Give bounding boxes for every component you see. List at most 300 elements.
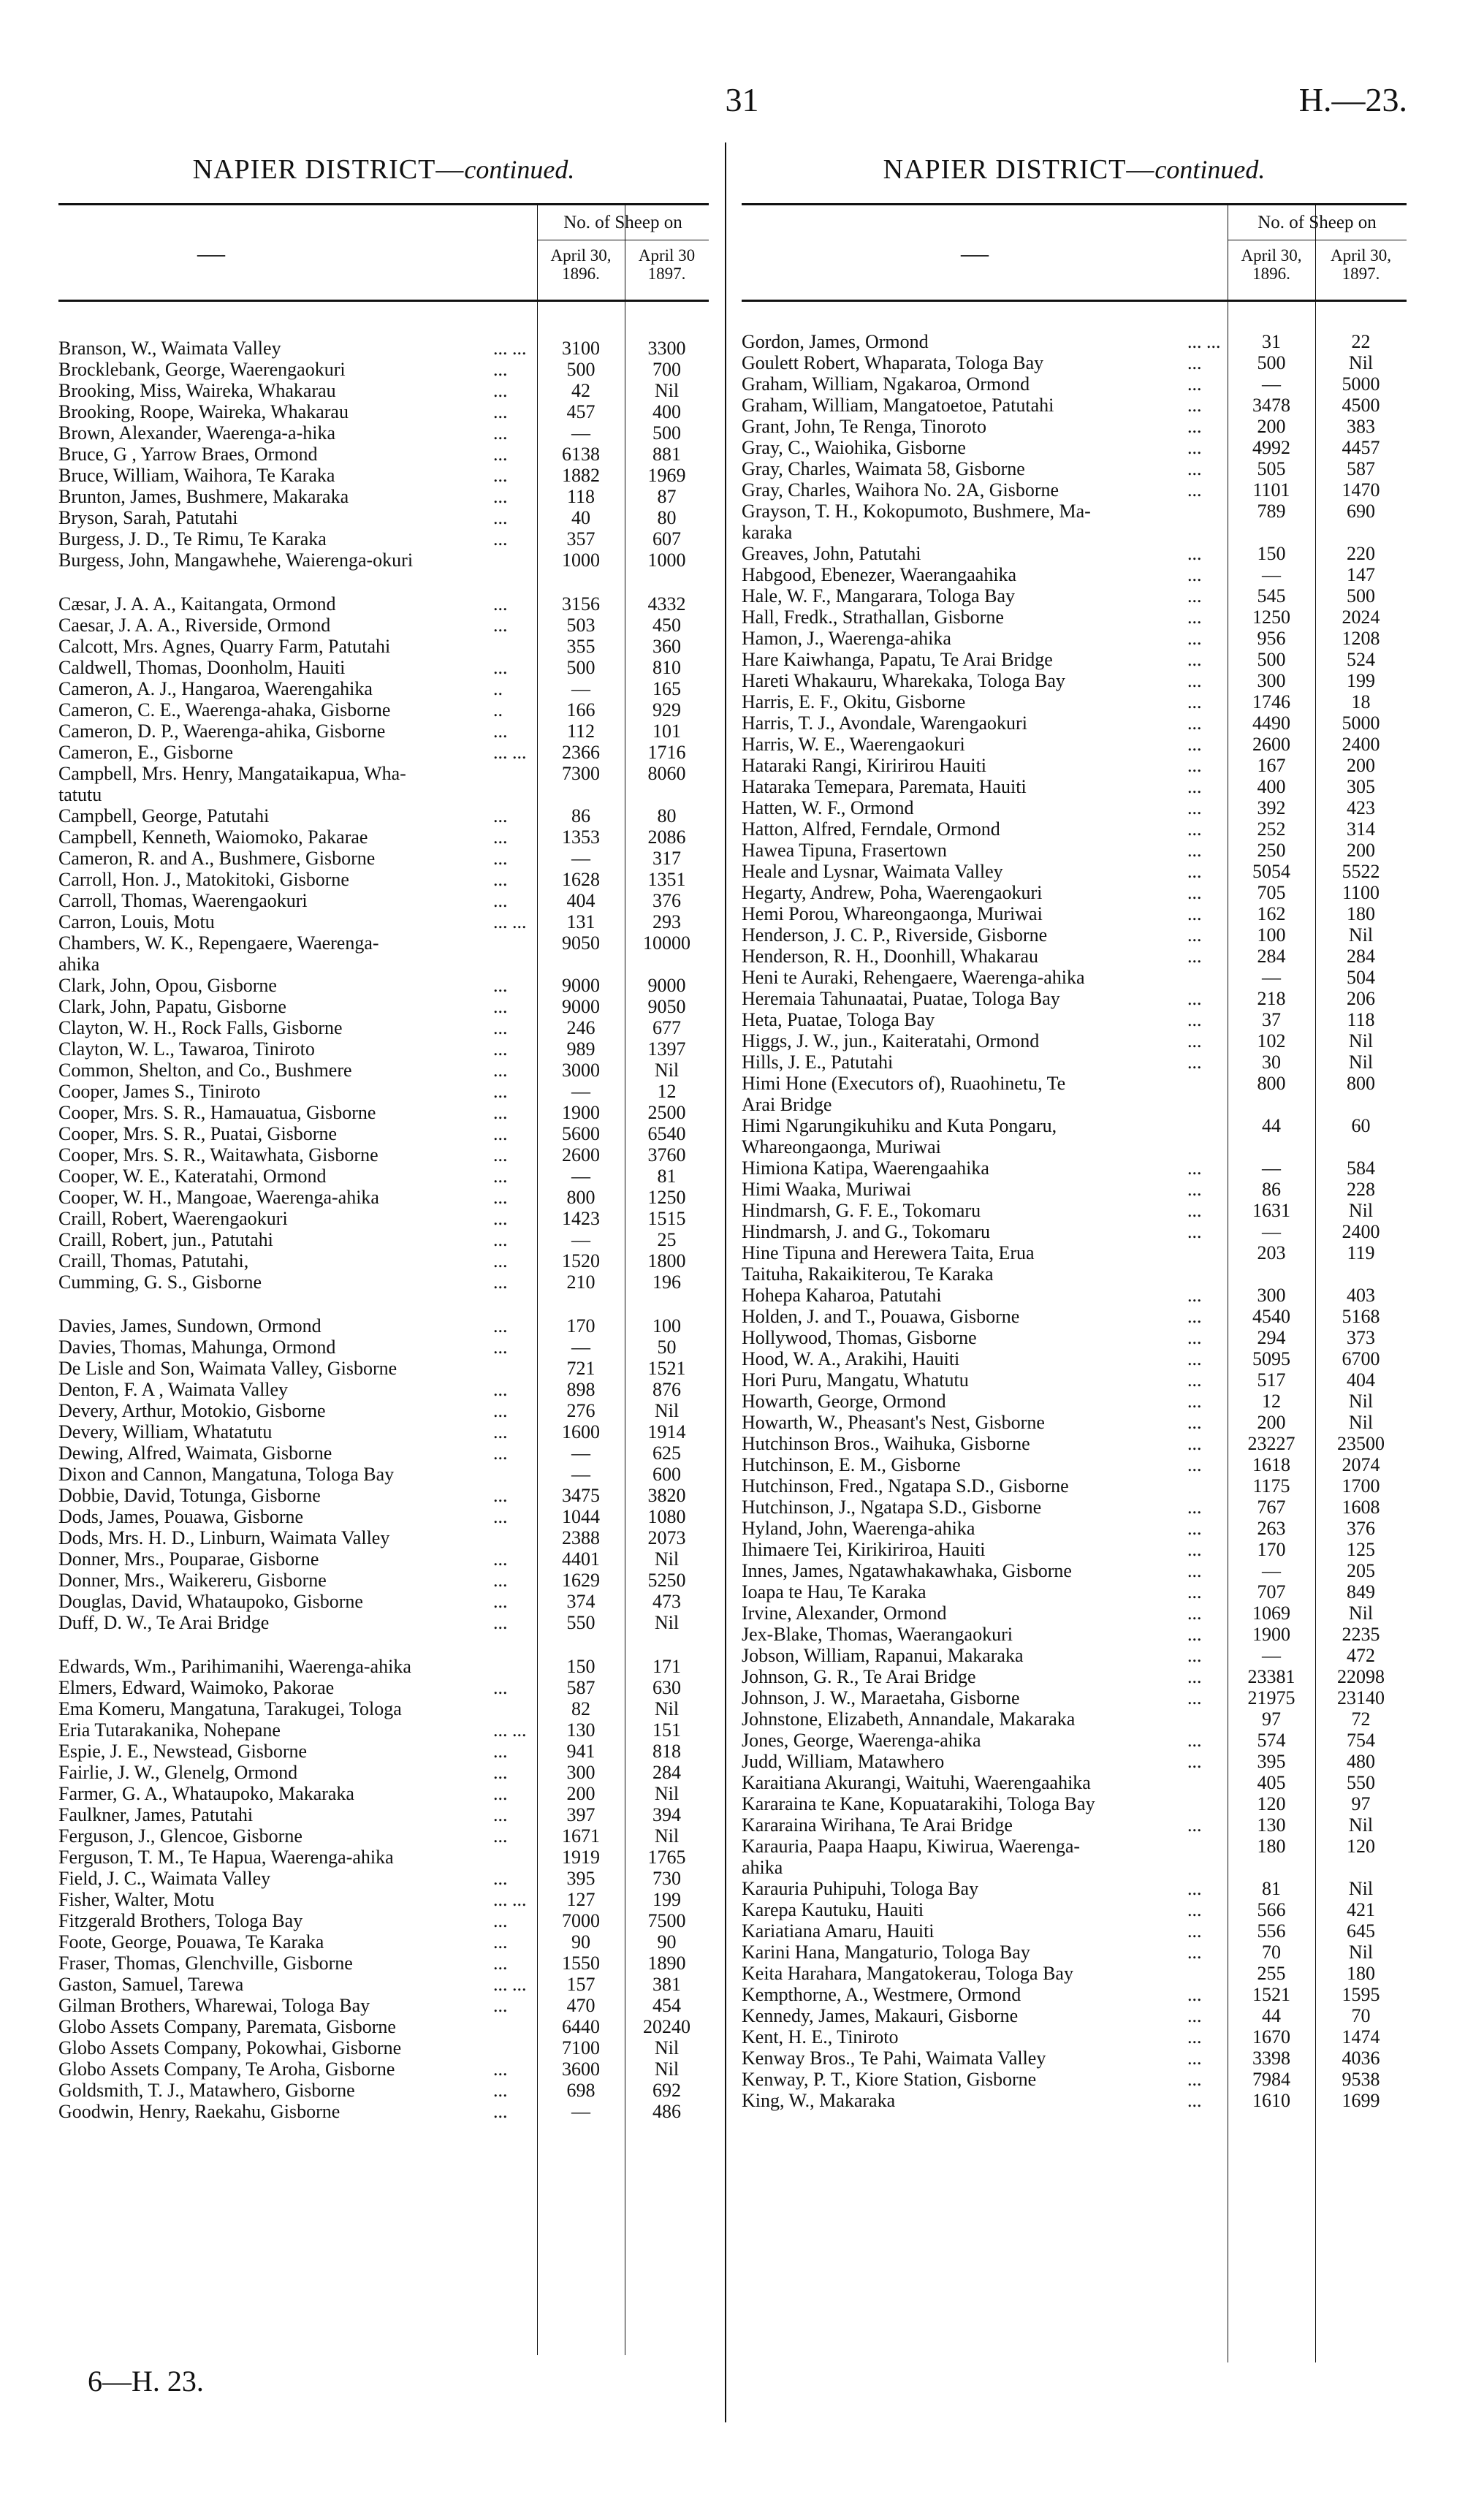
sheep-1897: 1080: [647, 1506, 686, 1527]
sheep-1897: Nil: [654, 1825, 680, 1847]
sheep-1897: Nil: [1348, 924, 1374, 946]
table-row: [742, 1221, 1407, 1242]
leader-dots: ...: [493, 444, 508, 465]
table-row: [58, 1527, 709, 1548]
sheep-1897: 171: [652, 1656, 681, 1677]
sheep-1897: 360: [652, 636, 681, 657]
table-row: [58, 1081, 709, 1102]
sheep-1896: 355: [566, 636, 595, 657]
sheep-1897: 373: [1347, 1327, 1375, 1348]
table-row: [58, 1868, 709, 1889]
leader-dots: ...: [1187, 1814, 1202, 1836]
table-row: [58, 954, 709, 975]
table-row: [58, 1442, 709, 1464]
owner-name: Karepa Kautuku, Hauiti: [742, 1899, 924, 1920]
sheep-1897: 818: [652, 1741, 681, 1762]
sheep-1896: —: [571, 848, 590, 869]
sheep-1897: 1914: [647, 1421, 686, 1442]
owner-name: Davies, James, Sundown, Ormond: [58, 1315, 321, 1337]
sheep-1896: 5054: [1252, 861, 1290, 882]
sheep-1897: 1470: [1342, 479, 1380, 501]
sheep-1897: Nil: [1348, 1200, 1374, 1221]
sheep-1897: Nil: [654, 2058, 680, 2080]
table-row: [58, 699, 709, 721]
table-row: [58, 1591, 709, 1612]
leader-dots: ...: [1187, 776, 1202, 797]
sheep-1896: 1882: [562, 465, 600, 486]
leader-dots: ...: [1187, 1030, 1202, 1052]
table-row: [742, 1708, 1407, 1730]
sheep-1896: 1900: [1252, 1624, 1290, 1645]
table-row: [58, 422, 709, 444]
sheep-1896: 3156: [562, 593, 600, 615]
owner-name: Davies, Thomas, Mahunga, Ormond: [58, 1337, 336, 1358]
leader-dots: ...: [493, 975, 508, 996]
sheep-1897: 6540: [647, 1123, 686, 1144]
leader-dots: ...: [493, 1868, 508, 1889]
sheep-1896: 246: [566, 1017, 595, 1038]
sheep-1896: 150: [1257, 543, 1286, 564]
leader-dots: ...: [1187, 797, 1202, 818]
left-heading-italic: continued.: [464, 155, 575, 184]
leader-dots: ...: [1187, 1666, 1202, 1687]
sheep-1896: 395: [566, 1868, 595, 1889]
owner-name: Hataraka Temepara, Paremata, Hauiti: [742, 776, 1027, 797]
sheep-1897: 101: [652, 721, 681, 742]
sheep-1896: —: [1262, 1221, 1281, 1242]
leader-dots: ...: [1187, 543, 1202, 564]
sheep-1896: 500: [566, 657, 595, 678]
table-row: [58, 890, 709, 911]
table-row: [742, 416, 1407, 437]
table-row: [58, 1060, 709, 1081]
leader-dots: ...: [1187, 1645, 1202, 1666]
leader-dots: ...: [1187, 1412, 1202, 1433]
sheep-1897: 317: [652, 848, 681, 869]
sheep-1897: 147: [1347, 564, 1375, 585]
sheep-1896: 250: [1257, 840, 1286, 861]
table-row: [742, 818, 1407, 840]
table-row: [58, 1762, 709, 1783]
owner-name: Heremaia Tahunaatai, Puatae, Tologa Bay: [742, 988, 1060, 1009]
table-row: [58, 975, 709, 996]
table-row: [742, 2090, 1407, 2111]
table-row: [742, 2069, 1407, 2090]
sheep-1897: 90: [657, 1931, 677, 1953]
table-row: [58, 1548, 709, 1570]
sheep-1897: 423: [1347, 797, 1375, 818]
table-row: [58, 1464, 709, 1485]
table-row: [58, 2101, 709, 2122]
sheep-1897: 2024: [1342, 607, 1380, 628]
sheep-1897: 23500: [1337, 1433, 1385, 1454]
table-row: [58, 1995, 709, 2016]
sheep-1897: 80: [657, 805, 677, 826]
table-row: [742, 1136, 1407, 1157]
owner-name: Gray, Charles, Waihora No. 2A, Gisborne: [742, 479, 1059, 501]
sheep-1897: 690: [1347, 501, 1375, 522]
sheep-1897: 754: [1347, 1730, 1375, 1751]
owner-name: Bryson, Sarah, Patutahi: [58, 507, 238, 528]
sheep-1896: 4992: [1252, 437, 1290, 458]
table-row: [742, 1772, 1407, 1793]
sheep-1897: 876: [652, 1379, 681, 1400]
sheep-1897: 810: [652, 657, 681, 678]
sheep-1897: Nil: [1348, 1814, 1374, 1836]
leader-dots: ...: [1187, 2005, 1202, 2026]
sheep-1896: —: [571, 1081, 590, 1102]
leader-dots: ...: [493, 1442, 508, 1464]
owner-name: Johnson, G. R., Te Arai Bridge: [742, 1666, 976, 1687]
owner-name: Karini Hana, Mangaturio, Tologa Bay: [742, 1942, 1030, 1963]
sheep-1896: 1101: [1252, 479, 1290, 501]
owner-name: Cumming, G. S., Gisborne: [58, 1271, 262, 1293]
owner-name: Ihimaere Tei, Kirikiriroa, Hauiti: [742, 1539, 986, 1560]
owner-name: Clayton, W. H., Rock Falls, Gisborne: [58, 1017, 343, 1038]
sheep-1896: 31: [1262, 331, 1281, 352]
sheep-1896: 2366: [562, 742, 600, 763]
owner-name: Himi Waaka, Muriwai: [742, 1179, 912, 1200]
sheep-1896: 404: [566, 890, 595, 911]
owner-name: Gray, Charles, Waimata 58, Gisborne: [742, 458, 1025, 479]
owner-name: Karauria, Paapa Haapu, Kiwirua, Waerenga-: [742, 1836, 1081, 1857]
sheep-1896: 9000: [562, 975, 600, 996]
sheep-1896: —: [571, 1337, 590, 1358]
table-row: [58, 338, 709, 359]
sheep-1896: 357: [566, 528, 595, 550]
sheep-1897: 60: [1351, 1115, 1371, 1136]
owner-name: Hale, W. F., Mangarara, Tologa Bay: [742, 585, 1015, 607]
table-row: [742, 797, 1407, 818]
owner-name: Brooking, Miss, Waireka, Whakarau: [58, 380, 336, 401]
owner-name: Common, Shelton, and Co., Bushmere: [58, 1060, 352, 1081]
owner-name: Goulett Robert, Whaparata, Tologa Bay: [742, 352, 1044, 373]
sheep-1897: 97: [1351, 1793, 1371, 1814]
owner-name: Hutchinson Bros., Waihuka, Gisborne: [742, 1433, 1030, 1454]
table-row: [742, 564, 1407, 585]
sheep-1896: 294: [1257, 1327, 1286, 1348]
leader-dots: ...: [493, 1187, 508, 1208]
leader-dots: ...: [1187, 1157, 1202, 1179]
table-row: [58, 1953, 709, 1974]
sheep-1897: 2400: [1342, 1221, 1380, 1242]
leader-dots: ...: [1187, 1327, 1202, 1348]
owner-name: Howarth, W., Pheasant's Nest, Gisborne: [742, 1412, 1045, 1433]
owner-name: Bruce, William, Waihora, Te Karaka: [58, 465, 335, 486]
leader-dots: ...: [1187, 1221, 1202, 1242]
sheep-1897: 151: [652, 1719, 681, 1741]
sheep-1897: 100: [652, 1315, 681, 1337]
leader-dots: ...: [493, 486, 508, 507]
sheep-1897: 421: [1347, 1899, 1375, 1920]
leader-dots: ...: [1187, 416, 1202, 437]
sheep-1897: 730: [652, 1868, 681, 1889]
owner-name: Faulkner, James, Patutahi: [58, 1804, 254, 1825]
sheep-1896: 44: [1262, 1115, 1281, 1136]
leader-dots: ...: [493, 380, 508, 401]
leader-dots: ...: [493, 422, 508, 444]
table-row: [58, 1271, 709, 1293]
sheep-1896: 500: [1257, 649, 1286, 670]
table-row: [58, 1485, 709, 1506]
leader-dots: ...: [493, 1570, 508, 1591]
owner-name: Hall, Fredk., Strathallan, Gisborne: [742, 607, 1004, 628]
leader-dots: ... ...: [493, 1974, 527, 1995]
leader-dots: ...: [493, 615, 508, 636]
sheep-1897: 692: [652, 2080, 681, 2101]
table-row: [742, 395, 1407, 416]
sheep-1896: —: [571, 422, 590, 444]
sheep-1896: 166: [566, 699, 595, 721]
sheep-1897: 1608: [1342, 1497, 1380, 1518]
sheep-1897: 700: [652, 359, 681, 380]
sheep-1896: 37: [1262, 1009, 1281, 1030]
left-header-col1: April 30, 1896.: [550, 246, 612, 283]
owner-name: Cooper, Mrs. S. R., Puatai, Gisborne: [58, 1123, 337, 1144]
sheep-1897: 1890: [647, 1953, 686, 1974]
table-row: [742, 437, 1407, 458]
sheep-1896: 721: [566, 1358, 595, 1379]
sheep-1897: 305: [1347, 776, 1375, 797]
table-row: [742, 1157, 1407, 1179]
owner-name: Arai Bridge: [742, 1094, 832, 1115]
sheep-1896: 6440: [562, 2016, 600, 2037]
leader-dots: ...: [493, 1166, 508, 1187]
left-table-header: [58, 203, 709, 302]
sheep-1897: 9538: [1342, 2069, 1380, 2090]
sheep-1896: 517: [1257, 1369, 1286, 1391]
sheep-1897: 4457: [1342, 437, 1380, 458]
sheep-1896: 4490: [1252, 712, 1290, 734]
leader-dots: ...: [493, 1144, 508, 1166]
owner-name: Field, J. C., Waimata Valley: [58, 1868, 271, 1889]
sheep-1897: 1699: [1342, 2090, 1380, 2111]
right-header-col2: April 30, 1897.: [1330, 246, 1392, 283]
sheep-1897: 18: [1351, 691, 1371, 712]
sheep-1896: 81: [1262, 1878, 1281, 1899]
owner-name: Hohepa Kaharoa, Patutahi: [742, 1285, 942, 1306]
sheep-1896: 127: [566, 1889, 595, 1910]
leader-dots: ...: [493, 593, 508, 615]
table-row: [742, 1263, 1407, 1285]
sheep-1896: —: [571, 1166, 590, 1187]
owner-name: Greaves, John, Patutahi: [742, 543, 921, 564]
sheep-1896: 500: [566, 359, 595, 380]
owner-name: Douglas, David, Whataupoko, Gisborne: [58, 1591, 363, 1612]
owner-name: Brown, Alexander, Waerenga-a-hika: [58, 422, 336, 444]
owner-name: Burgess, J. D., Te Rimu, Te Karaka: [58, 528, 327, 550]
table-row: [742, 1073, 1407, 1094]
owner-name: Holden, J. and T., Pouawa, Gisborne: [742, 1306, 1020, 1327]
leader-dots: ...: [1187, 1624, 1202, 1645]
owner-name: Chambers, W. K., Repengaere, Waerenga-: [58, 932, 379, 954]
leader-dots: ...: [493, 1953, 508, 1974]
sheep-1897: 645: [1347, 1920, 1375, 1942]
owner-name: Higgs, J. W., jun., Kaiteratahi, Ormond: [742, 1030, 1040, 1052]
leader-dots: ...: [493, 1612, 508, 1633]
leader-dots: ... ...: [493, 911, 527, 932]
owner-name: Devery, William, Whatatutu: [58, 1421, 273, 1442]
table-row: [742, 1899, 1407, 1920]
table-row: [742, 1687, 1407, 1708]
right-table-header: [742, 203, 1407, 302]
sheep-1897: Nil: [654, 380, 680, 401]
table-row: [58, 678, 709, 699]
leader-dots: ... ...: [1187, 331, 1221, 352]
table-row: [58, 1783, 709, 1804]
sheep-1897: 125: [1347, 1539, 1375, 1560]
owner-name: Grant, John, Te Renga, Tinoroto: [742, 416, 986, 437]
owner-name: Brocklebank, George, Waerengaokuri: [58, 359, 346, 380]
sheep-1896: 800: [1257, 1073, 1286, 1094]
owner-name: Cameron, A. J., Hangaroa, Waerengahika: [58, 678, 373, 699]
owner-name: Donner, Mrs., Waikereru, Gisborne: [58, 1570, 327, 1591]
owner-name: Kenway Bros., Te Pahi, Waimata Valley: [742, 2048, 1046, 2069]
leader-dots: ...: [493, 1825, 508, 1847]
sheep-1896: 4401: [562, 1548, 600, 1570]
table-row: [58, 1337, 709, 1358]
owner-name: Kariatiana Amaru, Hauiti: [742, 1920, 935, 1942]
owner-name: Devery, Arthur, Motokio, Gisborne: [58, 1400, 326, 1421]
table-row: [58, 550, 709, 571]
sheep-1897: 5168: [1342, 1306, 1380, 1327]
table-row: [58, 1804, 709, 1825]
owner-name: Craill, Thomas, Patutahi,: [58, 1250, 249, 1271]
left-heading-main: NAPIER DISTRICT—: [192, 154, 465, 185]
leader-dots: ...: [1187, 755, 1202, 776]
owner-name: Caldwell, Thomas, Doonholm, Hauiti: [58, 657, 346, 678]
owner-name: Hareti Whakauru, Wharekaka, Tologa Bay: [742, 670, 1065, 691]
owner-name: Hollywood, Thomas, Gisborne: [742, 1327, 977, 1348]
sheep-1897: 486: [652, 2101, 681, 2122]
table-row: [58, 380, 709, 401]
sheep-1897: 7500: [647, 1910, 686, 1931]
sheep-1896: 21975: [1247, 1687, 1295, 1708]
owner-name: Fraser, Thomas, Glenchville, Gisborne: [58, 1953, 353, 1974]
owner-name: Grayson, T. H., Kokopumoto, Bushmere, Ma-: [742, 501, 1091, 522]
sheep-1897: 8060: [647, 763, 686, 784]
leader-dots: ...: [1187, 882, 1202, 903]
table-row: [742, 543, 1407, 564]
table-row: [58, 1250, 709, 1271]
owner-name: Cooper, W. H., Mangoae, Waerenga-ahika: [58, 1187, 379, 1208]
table-row: [58, 2037, 709, 2058]
sheep-1896: 90: [571, 1931, 590, 1953]
owner-name: Globo Assets Company, Pokowhai, Gisborne: [58, 2037, 402, 2058]
leader-dots: ...: [1187, 1920, 1202, 1942]
owner-name: Hori Puru, Mangatu, Whatutu: [742, 1369, 969, 1391]
sheep-1897: 450: [652, 615, 681, 636]
leader-dots: ...: [1187, 1687, 1202, 1708]
sheep-1897: Nil: [1348, 1391, 1374, 1412]
owner-name: Craill, Robert, jun., Patutahi: [58, 1229, 273, 1250]
owner-name: Cameron, D. P., Waerenga-ahika, Gisborne: [58, 721, 386, 742]
owner-name: Fisher, Walter, Motu: [58, 1889, 215, 1910]
owner-name: Clayton, W. L., Tawaroa, Tiniroto: [58, 1038, 315, 1060]
owner-name: Ferguson, T. M., Te Hapua, Waerenga-ahika: [58, 1847, 394, 1868]
sheep-1897: Nil: [654, 1783, 680, 1804]
leader-dots: ...: [493, 1081, 508, 1102]
sheep-1896: 898: [566, 1379, 595, 1400]
table-row: [58, 2016, 709, 2037]
owner-name: Heni te Auraki, Rehengaere, Waerenga-ahika: [742, 967, 1085, 988]
table-row: [742, 479, 1407, 501]
table-row: [742, 1963, 1407, 1984]
table-row: [58, 1208, 709, 1229]
leader-dots: ...: [1187, 2026, 1202, 2048]
leader-dots: ...: [493, 1102, 508, 1123]
sheep-1896: 2388: [562, 1527, 600, 1548]
sheep-1896: —: [1262, 1157, 1281, 1179]
leader-dots: ...: [493, 1591, 508, 1612]
table-row: [742, 691, 1407, 712]
leader-dots: ...: [493, 1762, 508, 1783]
sheep-1897: 1100: [1342, 882, 1380, 903]
owner-name: Clark, John, Opou, Gisborne: [58, 975, 277, 996]
table-row: [58, 1421, 709, 1442]
sheep-1897: 2500: [647, 1102, 686, 1123]
table-row: [742, 903, 1407, 924]
table-row: [742, 1581, 1407, 1603]
leader-dots: ...: [493, 1804, 508, 1825]
leader-dots: ...: [1187, 1560, 1202, 1581]
sheep-1896: 118: [566, 486, 595, 507]
owner-name: Campbell, George, Patutahi: [58, 805, 270, 826]
sheep-1896: 100: [1257, 924, 1286, 946]
sheep-1896: 86: [571, 805, 590, 826]
owner-name: Hills, J. E., Patutahi: [742, 1052, 894, 1073]
owner-name: Graham, William, Mangatoetoe, Patutahi: [742, 395, 1054, 416]
owner-name: Bruce, G , Yarrow Braes, Ormond: [58, 444, 318, 465]
owner-name: Gray, C., Waiohika, Gisborne: [742, 437, 966, 458]
sheep-1896: 6138: [562, 444, 600, 465]
leader-dots: ...: [1187, 1518, 1202, 1539]
leader-dots: ...: [1187, 1899, 1202, 1920]
sheep-1897: 2235: [1342, 1624, 1380, 1645]
sheep-1896: 1746: [1252, 691, 1290, 712]
table-row: [58, 1656, 709, 1677]
table-row: [58, 1974, 709, 1995]
leader-dots: ...: [1187, 1306, 1202, 1327]
owner-name: Ferguson, J., Glencoe, Gisborne: [58, 1825, 302, 1847]
owner-name: Denton, F. A , Waimata Valley: [58, 1379, 289, 1400]
sheep-1897: 119: [1347, 1242, 1375, 1263]
table-row: [742, 585, 1407, 607]
leader-dots: ...: [493, 1741, 508, 1762]
owner-name: Fairlie, J. W., Glenelg, Ormond: [58, 1762, 298, 1783]
page-footer: 6—H. 23.: [88, 2365, 204, 2398]
leader-dots: ...: [493, 465, 508, 486]
sheep-1897: 403: [1347, 1285, 1375, 1306]
sheep-1896: 2600: [1252, 734, 1290, 755]
sheep-1897: 293: [652, 911, 681, 932]
sheep-1896: 566: [1257, 1899, 1286, 1920]
table-row: [58, 996, 709, 1017]
owner-name: Hawea Tipuna, Frasertown: [742, 840, 947, 861]
owner-name: Hegarty, Andrew, Poha, Waerengaokuri: [742, 882, 1043, 903]
owner-name: Elmers, Edward, Waimoko, Pakorae: [58, 1677, 335, 1698]
sheep-1896: 276: [566, 1400, 595, 1421]
sheep-1897: 284: [652, 1762, 681, 1783]
owner-name: Gordon, James, Ormond: [742, 331, 929, 352]
sheep-1897: Nil: [654, 1548, 680, 1570]
owner-name: Goldsmith, T. J., Matawhero, Gisborne: [58, 2080, 355, 2101]
leader-dots: ...: [493, 1783, 508, 1804]
sheep-1896: 3100: [562, 338, 600, 359]
sheep-1897: 2400: [1342, 734, 1380, 755]
owner-name: Hutchinson, E. M., Gisborne: [742, 1454, 961, 1475]
sheep-1896: 203: [1257, 1242, 1286, 1263]
